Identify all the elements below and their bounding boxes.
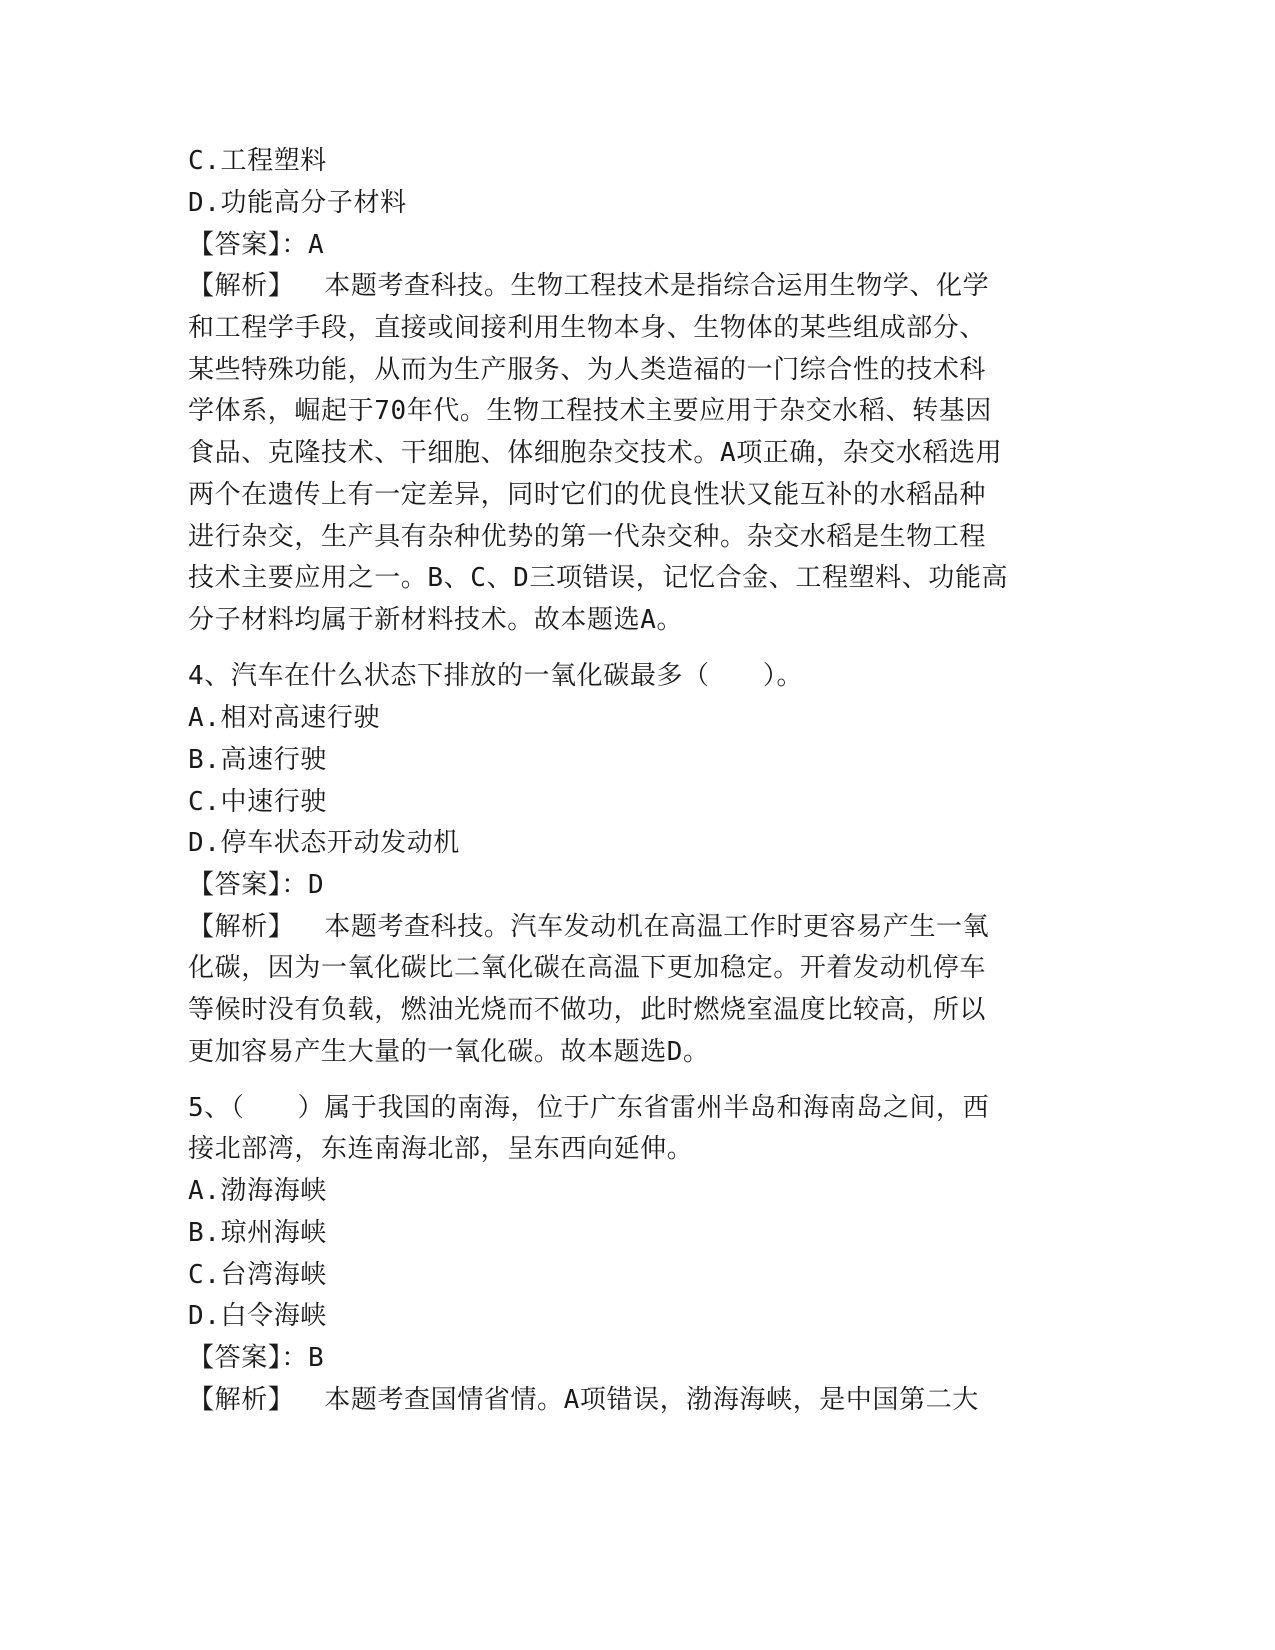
analysis-line: 等候时没有负载，燃油光烧而不做功，此时燃烧室温度比较高，所以 xyxy=(188,995,987,1025)
analysis-line: 更加容易产生大量的一氧化碳。故本题选D。 xyxy=(188,1037,710,1067)
analysis-line: 两个在遗传上有一定差异，同时它们的优良性状又能互补的水稻品种 xyxy=(188,480,987,510)
option-a-line: A.渤海海峡 xyxy=(188,1176,327,1206)
analysis-line: 学体系，崛起于70年代。生物工程技术主要应用于杂交水稻、转基因 xyxy=(188,396,992,426)
analysis-line: 【解析】 本题考查科技。汽车发动机在高温工作时更容易产生一氧 xyxy=(188,912,990,942)
option-a-line: A.相对高速行驶 xyxy=(188,703,381,733)
option-b-line: B.琼州海峡 xyxy=(188,1218,327,1248)
question-5-stem: 5、（ ）属于我国的南海，位于广东省雷州半岛和海南岛之间，西 xyxy=(188,1093,990,1123)
analysis-line: 【解析】 本题考查国情省情。A项错误，渤海海峡，是中国第二大 xyxy=(188,1385,979,1415)
option-c-line: C.中速行驶 xyxy=(188,787,327,817)
analysis-line: 进行杂交，生产具有杂种优势的第一代杂交种。杂交水稻是生物工程 xyxy=(188,522,987,552)
answer-line: 【答案】：A xyxy=(188,230,325,260)
analysis-line: 化碳，因为一氧化碳比二氧化碳在高温下更加稳定。开着发动机停车 xyxy=(188,953,987,983)
option-c-line: C.工程塑料 xyxy=(188,146,327,176)
analysis-line: 和工程学手段，直接或间接利用生物本身、生物体的某些组成部分、 xyxy=(188,313,987,343)
analysis-line: 某些特殊功能，从而为生产服务、为人类造福的一门综合性的技术科 xyxy=(188,355,987,385)
analysis-line: 【解析】 本题考查科技。生物工程技术是指综合运用生物学、化学 xyxy=(188,271,990,301)
option-d-line: D.白令海峡 xyxy=(188,1301,327,1331)
analysis-line: 分子材料均属于新材料技术。故本题选A。 xyxy=(188,605,684,635)
option-b-line: B.高速行驶 xyxy=(188,745,327,775)
option-c-line: C.台湾海峡 xyxy=(188,1260,327,1290)
answer-line: 【答案】：D xyxy=(188,870,325,900)
analysis-line: 技术主要应用之一。B、C、D三项错误，记忆合金、工程塑料、功能高 xyxy=(188,563,1009,593)
option-d-line: D.功能高分子材料 xyxy=(188,188,407,218)
option-d-line: D.停车状态开动发动机 xyxy=(188,828,460,858)
question-5-stem-cont: 接北部湾，东连南海北部，呈东西向延伸。 xyxy=(188,1134,694,1164)
question-4-stem: 4、汽车在什么状态下排放的一氧化碳最多（ ）。 xyxy=(188,661,804,691)
analysis-line: 食品、克隆技术、干细胞、体细胞杂交技术。A项正确，杂交水稻选用 xyxy=(188,438,1003,468)
answer-line: 【答案】：B xyxy=(188,1343,325,1373)
